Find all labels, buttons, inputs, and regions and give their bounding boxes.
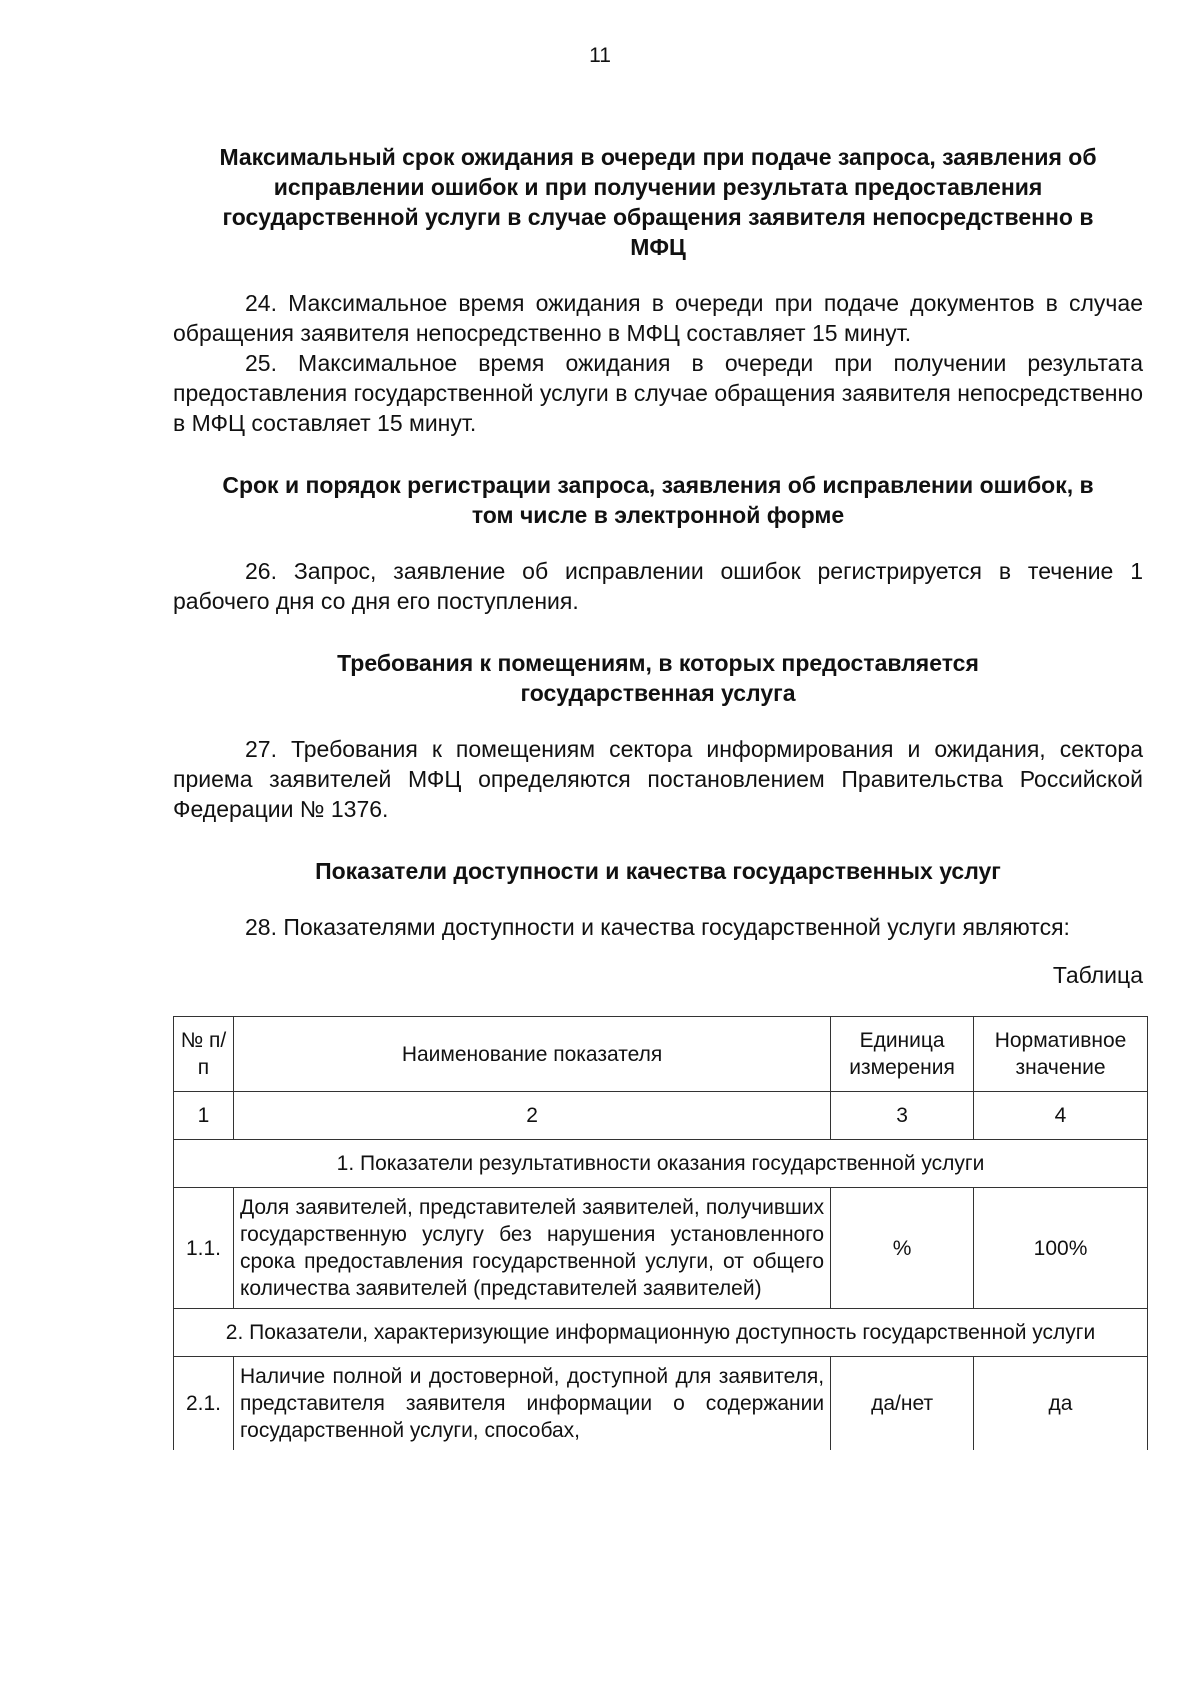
table-column-numbers-row — [174, 1092, 1148, 1140]
group-2-title: 2. Показатели, характеризующие информационную доступность государственной услуги — [174, 1309, 1148, 1357]
heading-waiting-time: Максимальный срок ожидания в очереди при подаче запроса, заявления об исправлении ошибок и при получении результата предоставления государственной услуги в случае обращения заявителя непосредственно в МФЦ — [219, 144, 1097, 260]
row-2-unit: да/нет — [831, 1357, 974, 1451]
paragraphs-24-25 — [173, 288, 1143, 438]
row-1-value: 100% — [974, 1188, 1148, 1309]
paragraph-28: 28. Показателями доступности и качества государственной услуги являются: — [245, 914, 1070, 940]
header-unit: Единица измерения — [831, 1017, 974, 1092]
heading-registration: Срок и порядок регистрации запроса, заявления об исправлении ошибок, в том числе в электронной форме — [222, 472, 1094, 528]
column-number-2: 2 — [233, 1092, 830, 1140]
row-1-unit: % — [831, 1188, 974, 1309]
column-number-3: 3 — [831, 1092, 974, 1140]
table-caption: Таблица — [1052, 962, 1143, 988]
group-1-title: 1. Показатели результативности оказания государственной услуги — [174, 1140, 1148, 1188]
column-number-1: 1 — [174, 1092, 234, 1140]
paragraph-28-block — [173, 912, 1143, 942]
indicators-table — [173, 1016, 1148, 1450]
row-2-number: 2.1. — [174, 1357, 234, 1451]
row-2-value: да — [974, 1357, 1148, 1451]
header-name: Наименование показателя — [233, 1017, 830, 1092]
column-number-4: 4 — [974, 1092, 1148, 1140]
paragraph-27: 27. Требования к помещениям сектора информирования и ожидания, сектора приема заявителей МФЦ определяются постановлением Правительства Российской Федерации № 1376. — [173, 736, 1143, 822]
row-1-name: Доля заявителей, представителей заявителей, получивших государственную услугу без нарушения установленного срока предоставления государственной услуги, от общего количества заявителей (представителей заявителей) — [233, 1188, 830, 1309]
paragraph-27-block — [173, 734, 1143, 824]
table-header-row — [174, 1017, 1148, 1092]
heading-indicators: Показатели доступности и качества государственных услуг — [315, 858, 1001, 884]
row-2-name: Наличие полной и достоверной, доступной для заявителя, представителя заявителя информации о содержании государственной услуги, способах, — [233, 1357, 830, 1451]
table-group-row — [174, 1140, 1148, 1188]
paragraph-26: 26. Запрос, заявление об исправлении ошибок регистрируется в течение 1 рабочего дня со дня его поступления. — [173, 558, 1143, 614]
table-row — [174, 1188, 1148, 1309]
paragraph-25: 25. Максимальное время ожидания в очереди при получении результата предоставления государственной услуги в случае обращения заявителя непосредственно в МФЦ составляет 15 минут. — [173, 350, 1143, 436]
paragraph-24: 24. Максимальное время ожидания в очереди при подаче документов в случае обращения заявителя непосредственно в МФЦ составляет 15 минут. — [173, 290, 1143, 346]
page-number: 11 — [589, 44, 611, 67]
header-value: Нормативное значение — [974, 1017, 1148, 1092]
table-row — [174, 1357, 1148, 1451]
table-group-row — [174, 1309, 1148, 1357]
document-body — [173, 142, 1143, 1450]
header-number: № п/п — [174, 1017, 234, 1092]
paragraph-26-block — [173, 556, 1143, 616]
row-1-number: 1.1. — [174, 1188, 234, 1309]
heading-premises: Требования к помещениям, в которых предоставляется государственная услуга — [337, 650, 979, 706]
